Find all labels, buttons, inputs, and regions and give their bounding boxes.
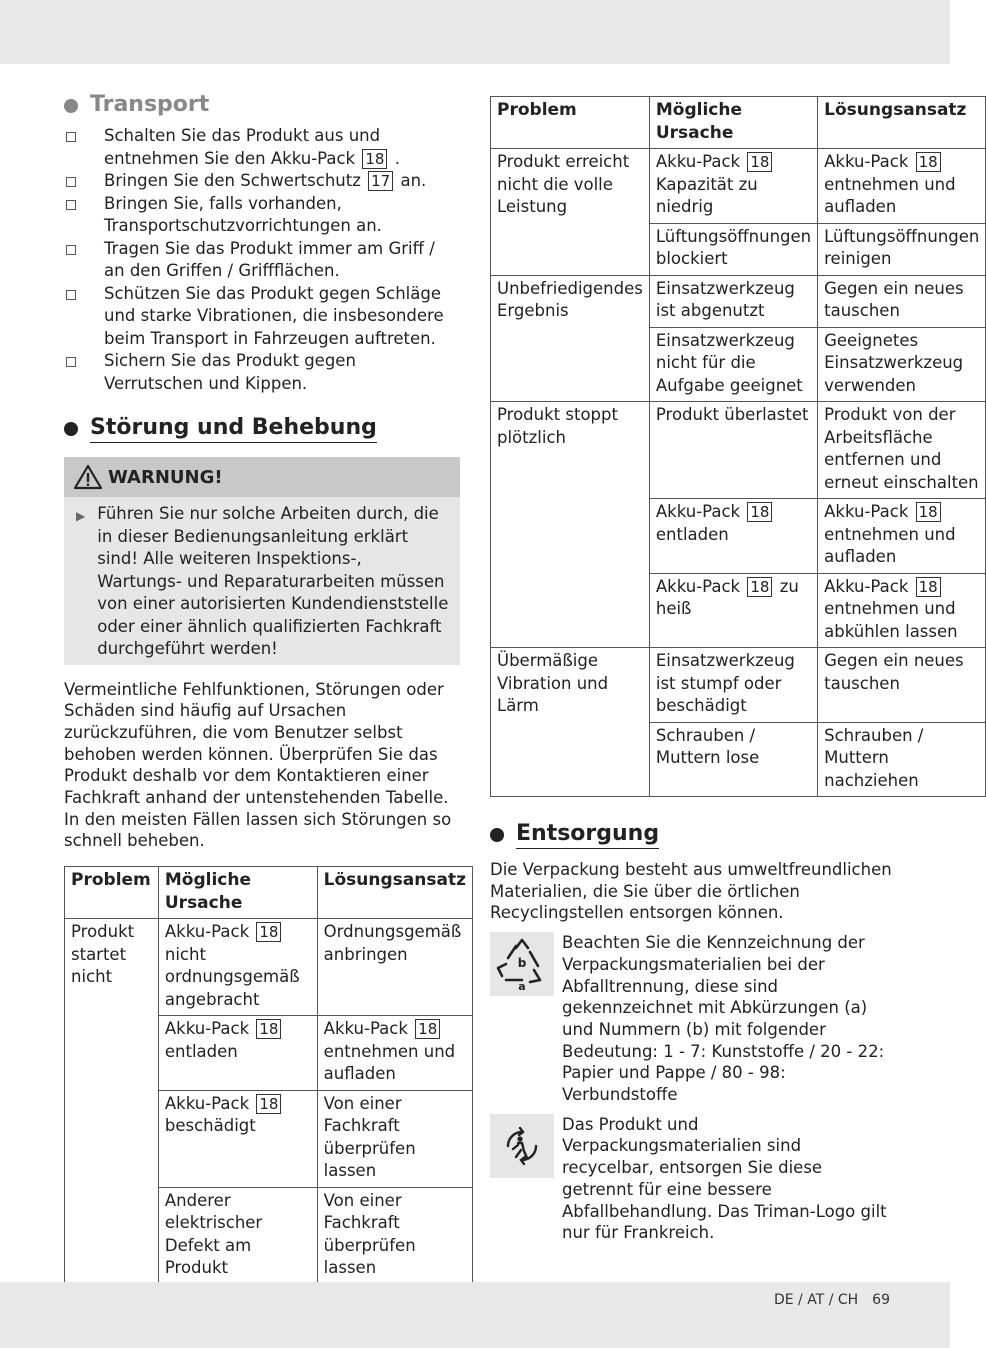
warning-box xyxy=(64,457,460,665)
ref-box: 18 xyxy=(747,502,772,522)
sol-text-post: entnehmen und aufladen xyxy=(824,174,956,216)
ref-box: 18 xyxy=(747,152,772,172)
transport-heading xyxy=(64,92,460,119)
solution-cell xyxy=(818,648,986,723)
transport-title: Transport xyxy=(90,92,210,117)
header-cause: Mögliche Ursache xyxy=(158,867,317,919)
table-row xyxy=(491,149,986,224)
right-column xyxy=(490,96,980,1244)
left-column xyxy=(64,92,466,1285)
sol-text: Akku-Pack xyxy=(824,152,909,171)
cause-cell xyxy=(158,1090,317,1187)
cause-cell xyxy=(649,327,817,402)
sol-text-post: entnehmen und abkühlen lassen xyxy=(824,599,958,641)
bullet-dot-icon xyxy=(490,828,504,842)
ref-box: 18 xyxy=(256,922,281,942)
ref-box: 18 xyxy=(362,149,387,169)
solution-cell xyxy=(317,1187,472,1284)
cause-text: Akku-Pack xyxy=(655,152,741,171)
checkbox-icon xyxy=(66,357,76,367)
ref-box: 18 xyxy=(256,1019,281,1039)
problem-cell: Unbefriedigendes Ergebnis xyxy=(491,275,650,402)
solution-cell xyxy=(317,919,472,1016)
list-item-text xyxy=(104,283,460,351)
sol-text-post: entnehmen und aufladen xyxy=(323,1041,456,1084)
solution-cell xyxy=(818,149,986,224)
ref-box: 18 xyxy=(256,1094,281,1114)
cause-cell xyxy=(649,722,817,797)
cause-cell xyxy=(158,1187,317,1284)
list-item-text xyxy=(104,125,460,170)
header-problem: Problem xyxy=(491,97,650,149)
table-header-row xyxy=(491,97,986,149)
problem-cell: Produkt startet nicht xyxy=(65,919,159,1285)
sol-text: Gegen ein neues tauschen xyxy=(824,278,964,320)
entsorgung-title: Entsorgung xyxy=(516,821,659,849)
checkbox-icon xyxy=(66,245,76,255)
cause-text: Anderer elektrischer Defekt am Produkt xyxy=(164,1190,263,1278)
warning-text: Führen Sie nur solche Arbeiten durch, die in dieser Bedienungsanleitung erklärt sind! Alle weiteren Inspektions-, Wartungs- und Reparaturarbeiten müssen von einer autorisierten Kundendienststelle oder einer ähnlich qualifizierten Fachkraft durchgeführt werden! xyxy=(97,504,449,658)
header-bar xyxy=(0,0,950,64)
troubleshooting-table-1 xyxy=(64,866,473,1285)
list-item xyxy=(64,193,460,238)
cause-text: Einsatzwerkzeug nicht für die Aufgabe geeignet xyxy=(655,330,803,395)
warning-header xyxy=(64,457,460,497)
list-item xyxy=(64,238,460,283)
solution-cell xyxy=(818,223,986,275)
ref-box: 18 xyxy=(916,152,941,172)
ref-box: 18 xyxy=(916,577,941,597)
item-text-post: an. xyxy=(400,171,427,190)
bullet-dot-icon xyxy=(64,422,78,436)
solution-cell xyxy=(317,1090,472,1187)
solution-cell xyxy=(818,499,986,574)
list-item xyxy=(64,283,460,351)
item-text: Schützen Sie das Produkt gegen Schläge und starke Vibrationen, die insbesondere beim Transport in Fahrzeugen auftreten. xyxy=(104,283,444,348)
solution-cell xyxy=(818,327,986,402)
warning-triangle-icon xyxy=(74,464,102,490)
cause-cell xyxy=(649,149,817,224)
header-cause: Mögliche Ursache xyxy=(649,97,817,149)
stoerung-heading xyxy=(64,415,460,443)
warning-body xyxy=(64,497,460,665)
recycle-label-a: a xyxy=(518,980,526,994)
checkbox-icon xyxy=(66,200,76,210)
solution-cell xyxy=(818,275,986,327)
recycle-symbol-icon xyxy=(490,932,554,996)
cause-text: Akku-Pack xyxy=(655,576,741,596)
cause-text-post: Kapazität zu niedrig xyxy=(655,174,758,216)
bullet-dot-icon xyxy=(64,99,78,113)
list-item xyxy=(64,125,460,170)
footer xyxy=(774,1292,890,1308)
checkbox-icon xyxy=(66,132,76,142)
header-problem: Problem xyxy=(65,867,159,919)
cause-text: Produkt überlastet xyxy=(655,405,809,424)
sol-text: Produkt von der Arbeitsfläche entfernen und erneut einschalten xyxy=(824,405,979,492)
ref-box: 17 xyxy=(368,171,393,191)
triman-logo-icon xyxy=(490,1114,554,1178)
header-solution: Lösungsansatz xyxy=(818,97,986,149)
cause-text: Akku-Pack xyxy=(164,1093,250,1113)
entsorgung-heading xyxy=(490,821,896,849)
entsorgung-paragraph: Die Verpackung besteht aus umweltfreundlichen Materialien, die Sie über die örtlichen Recyclingstellen entsorgen können. xyxy=(490,860,892,923)
item-text: Bringen Sie den Schwertschutz xyxy=(104,171,361,190)
triman-text: Das Produkt und Verpackungsmaterialien sind recycelbar, entsorgen Sie diese getrennt für eine bessere Abfallbehandlung. Das Triman-Logo gilt nur für Frankreich. xyxy=(562,1114,887,1243)
list-item xyxy=(64,170,460,193)
sol-text: Schrauben / Muttern nachziehen xyxy=(824,725,924,790)
cause-cell xyxy=(158,1016,317,1091)
sol-text: Gegen ein neues tauschen xyxy=(824,651,964,693)
cause-text: Lüftungsöffnungen blockiert xyxy=(655,226,812,268)
cause-cell xyxy=(649,275,817,327)
solution-cell xyxy=(317,1016,472,1091)
recycle-label-b: b xyxy=(517,956,527,971)
triman-info xyxy=(490,1114,896,1244)
problem-cell: Produkt erreicht nicht die volle Leistung xyxy=(491,149,650,276)
recycle-info xyxy=(490,932,896,1106)
problem-cell: Produkt stoppt plötzlich xyxy=(491,402,650,648)
sol-text: Akku-Pack xyxy=(824,502,909,521)
cause-cell xyxy=(649,499,817,574)
cause-cell xyxy=(649,223,817,275)
sol-text: Ordnungsgemäß anbringen xyxy=(323,922,462,964)
recycle-text: Beachten Sie die Kennzeichnung der Verpackungsmaterialien bei der Abfalltrennung, diese sind gekennzeichnet mit Abkürzungen (a) und Nummern (b) mit folgender Bedeutung: 1 - 7: Kunststoffe / 20 - 22: Papier und Pappe / 80 - 98: Verbundstoffe xyxy=(562,933,885,1105)
cause-text-post: nicht ordnungsgemäß angebracht xyxy=(164,944,300,1009)
table-header-row xyxy=(65,867,473,919)
stoerung-title: Störung und Behebung xyxy=(90,415,377,443)
table-row xyxy=(491,402,986,499)
table-row xyxy=(65,919,473,1016)
cause-text: Akku-Pack xyxy=(164,1019,250,1039)
footer-language: DE / AT / CH xyxy=(773,1292,859,1308)
solution-cell xyxy=(818,722,986,797)
item-text: Tragen Sie das Produkt immer am Griff / an den Griffen / Griffflächen. xyxy=(104,238,435,280)
cause-text: Akku-Pack xyxy=(164,922,250,942)
page-number: 69 xyxy=(872,1292,890,1308)
transport-list xyxy=(64,125,460,395)
checkbox-icon xyxy=(66,290,76,300)
arrow-right-icon: ▶ xyxy=(76,509,86,523)
solution-cell xyxy=(818,402,986,499)
warning-title: WARNUNG! xyxy=(108,466,223,488)
sol-text: Akku-Pack xyxy=(824,576,909,596)
cause-cell xyxy=(649,648,817,723)
table-row xyxy=(491,648,986,723)
checkbox-icon xyxy=(66,177,76,187)
cause-cell xyxy=(649,573,817,648)
troubleshooting-table-2 xyxy=(490,96,986,797)
ref-box: 18 xyxy=(415,1019,440,1039)
stoerung-paragraph: Vermeintliche Fehlfunktionen, Störungen oder Schäden sind häufig auf Ursachen zurückzuführen, die vom Benutzer selbst behoben werden können. Überprüfen Sie das Produkt deshalb vor dem Kontaktieren einer Fachkraft anhand der untenstehenden Tabelle. In den meisten Fällen lassen sich Störungen so schnell beheben. xyxy=(64,679,452,851)
list-item-text xyxy=(104,170,426,193)
cause-text: Schrauben / Muttern lose xyxy=(655,725,760,767)
list-item xyxy=(64,350,460,395)
cause-text: Einsatzwerkzeug ist abgenutzt xyxy=(655,278,795,320)
sol-text-post: entnehmen und aufladen xyxy=(824,524,956,566)
sol-text: Geeignetes Einsatzwerkzeug verwenden xyxy=(824,330,964,395)
item-text: Sichern Sie das Produkt gegen Verrutschen und Kippen. xyxy=(104,351,356,393)
sol-text: Lüftungsöffnungen reinigen xyxy=(824,226,980,268)
cause-text-post: entladen xyxy=(164,1041,238,1061)
cause-cell xyxy=(158,919,317,1016)
item-text-post: . xyxy=(394,148,400,168)
header-solution: Lösungsansatz xyxy=(317,867,472,919)
item-text: Schalten Sie das Produkt aus und entnehmen Sie den Akku-Pack xyxy=(104,126,381,168)
cause-text-post: zu heiß xyxy=(655,576,799,618)
ref-box: 18 xyxy=(747,577,772,597)
sol-text: Von einer Fachkraft überprüfen lassen xyxy=(323,1190,416,1278)
list-item-text xyxy=(104,193,460,238)
sol-text: Akku-Pack xyxy=(323,1019,408,1039)
item-text: Bringen Sie, falls vorhanden, Transportschutzvorrichtungen an. xyxy=(104,193,382,235)
list-item-text xyxy=(104,238,460,283)
sol-text: Von einer Fachkraft überprüfen lassen xyxy=(323,1093,416,1181)
problem-cell: Übermäßige Vibration und Lärm xyxy=(491,648,650,797)
cause-text-post: entladen xyxy=(655,524,729,544)
table-row xyxy=(491,275,986,327)
cause-text-post: beschädigt xyxy=(164,1116,256,1136)
ref-box: 18 xyxy=(916,502,941,522)
list-item-text xyxy=(104,350,460,395)
solution-cell xyxy=(818,573,986,648)
cause-cell xyxy=(649,402,817,499)
cause-text: Akku-Pack xyxy=(655,502,741,521)
cause-text: Einsatzwerkzeug ist stumpf oder beschädigt xyxy=(655,651,795,715)
